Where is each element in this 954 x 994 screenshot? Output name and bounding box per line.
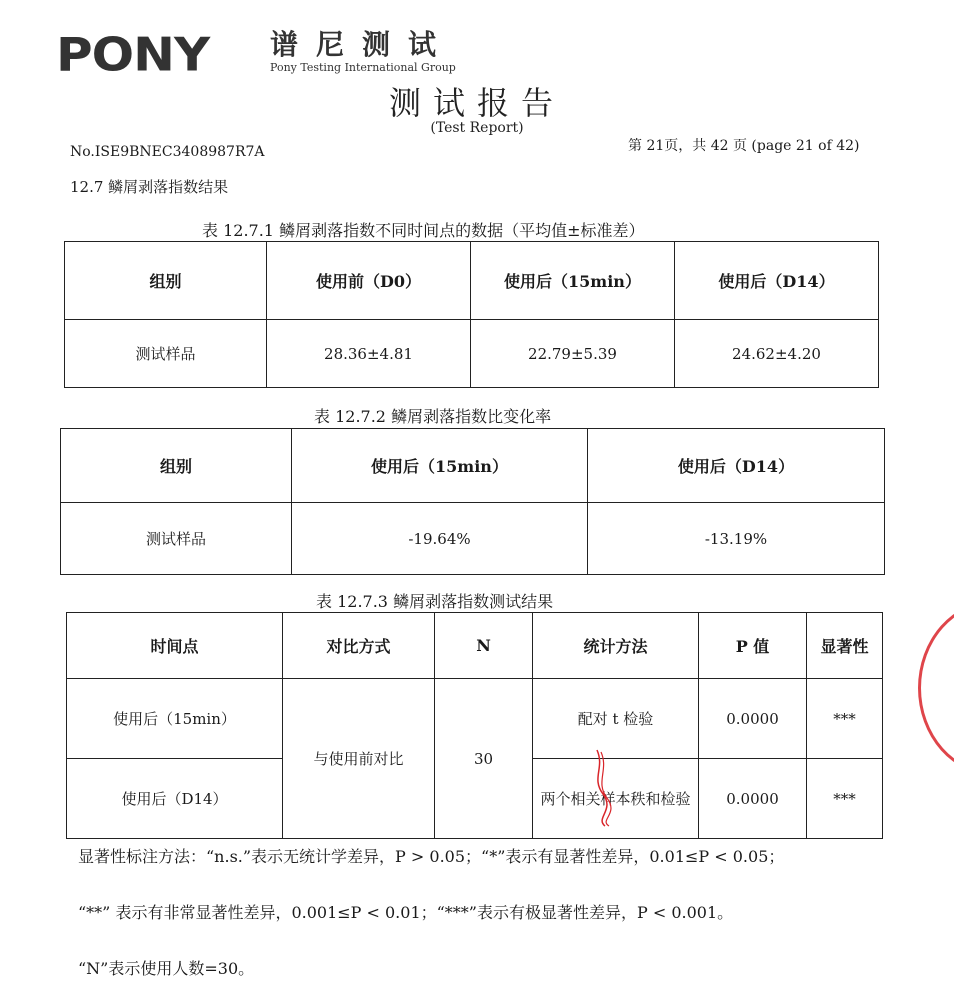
seal-stamp-edge xyxy=(918,600,954,776)
table-row xyxy=(61,503,885,575)
table3-caption: 表 12.7.3 鳞屑剥落指数测试结果 xyxy=(316,592,554,611)
note-n: “N”表示使用人数=30。 xyxy=(78,959,255,978)
brand-block xyxy=(270,30,456,74)
cell-p-value: 0.0000 xyxy=(699,759,807,839)
header-group: 组别 xyxy=(65,242,267,320)
page-info: 第 21页，共 42 页 (page 21 of 42) xyxy=(628,138,860,154)
logo-text: PONY xyxy=(56,28,210,82)
brand-english: Pony Testing International Group xyxy=(270,61,456,74)
cell-d14: 24.62±4.20 xyxy=(675,320,879,388)
cell-significance: *** xyxy=(807,759,883,839)
cell-p-value: 0.0000 xyxy=(699,679,807,759)
report-subtitle: (Test Report) xyxy=(430,120,524,136)
cell-method: 配对 t 检验 xyxy=(533,679,699,759)
cell-significance: *** xyxy=(807,679,883,759)
header-d14: 使用后（D14） xyxy=(588,429,885,503)
report-number: No.ISE9BNEC3408987R7A xyxy=(70,144,265,160)
header-15min: 使用后（15min） xyxy=(292,429,588,503)
table-test-results xyxy=(66,612,883,839)
table-header-row xyxy=(61,429,885,503)
header-significance: 显著性 xyxy=(807,613,883,679)
header-method: 统计方法 xyxy=(533,613,699,679)
table-row xyxy=(67,679,883,759)
table-timepoint-data xyxy=(64,241,879,388)
cell-15min: -19.64% xyxy=(292,503,588,575)
cell-d0: 28.36±4.81 xyxy=(267,320,471,388)
section-title: 12.7 鳞屑剥落指数结果 xyxy=(70,178,229,196)
table2-caption: 表 12.7.2 鳞屑剥落指数比变化率 xyxy=(314,407,552,426)
table-header-row xyxy=(67,613,883,679)
cell-timepoint: 使用后（15min） xyxy=(67,679,283,759)
header-d14: 使用后（D14） xyxy=(675,242,879,320)
cell-method: 两个相关样本秩和检验 xyxy=(533,759,699,839)
header-comparison: 对比方式 xyxy=(283,613,435,679)
header-15min: 使用后（15min） xyxy=(471,242,675,320)
header-n: N xyxy=(435,613,533,679)
header-timepoint: 时间点 xyxy=(67,613,283,679)
header-p-value: P 值 xyxy=(699,613,807,679)
signature-mark xyxy=(585,748,625,828)
table1-caption: 表 12.7.1 鳞屑剥落指数不同时间点的数据（平均值±标准差） xyxy=(202,221,645,240)
note-significance-1: 显著性标注方法：“n.s.”表示无统计学差异，P > 0.05；“*”表示有显著性差异，0.01≤P < 0.05； xyxy=(78,847,785,866)
note-significance-2: “**” 表示有非常显著性差异，0.001≤P < 0.01；“***”表示有极显著性差异，P < 0.001。 xyxy=(78,903,734,922)
cell-comparison: 与使用前对比 xyxy=(283,679,435,839)
cell-d14: -13.19% xyxy=(588,503,885,575)
brand-chinese: 谱尼测试 xyxy=(270,28,455,61)
header-d0: 使用前（D0） xyxy=(267,242,471,320)
cell-group: 测试样品 xyxy=(65,320,267,388)
cell-group: 测试样品 xyxy=(61,503,292,575)
table-row xyxy=(65,320,879,388)
table-header-row xyxy=(65,242,879,320)
cell-n: 30 xyxy=(435,679,533,839)
header-group: 组别 xyxy=(61,429,292,503)
cell-timepoint: 使用后（D14） xyxy=(67,759,283,839)
cell-15min: 22.79±5.39 xyxy=(471,320,675,388)
report-title: 测试报告 xyxy=(388,84,565,122)
table-change-rate xyxy=(60,428,885,575)
pony-logo xyxy=(56,28,210,82)
